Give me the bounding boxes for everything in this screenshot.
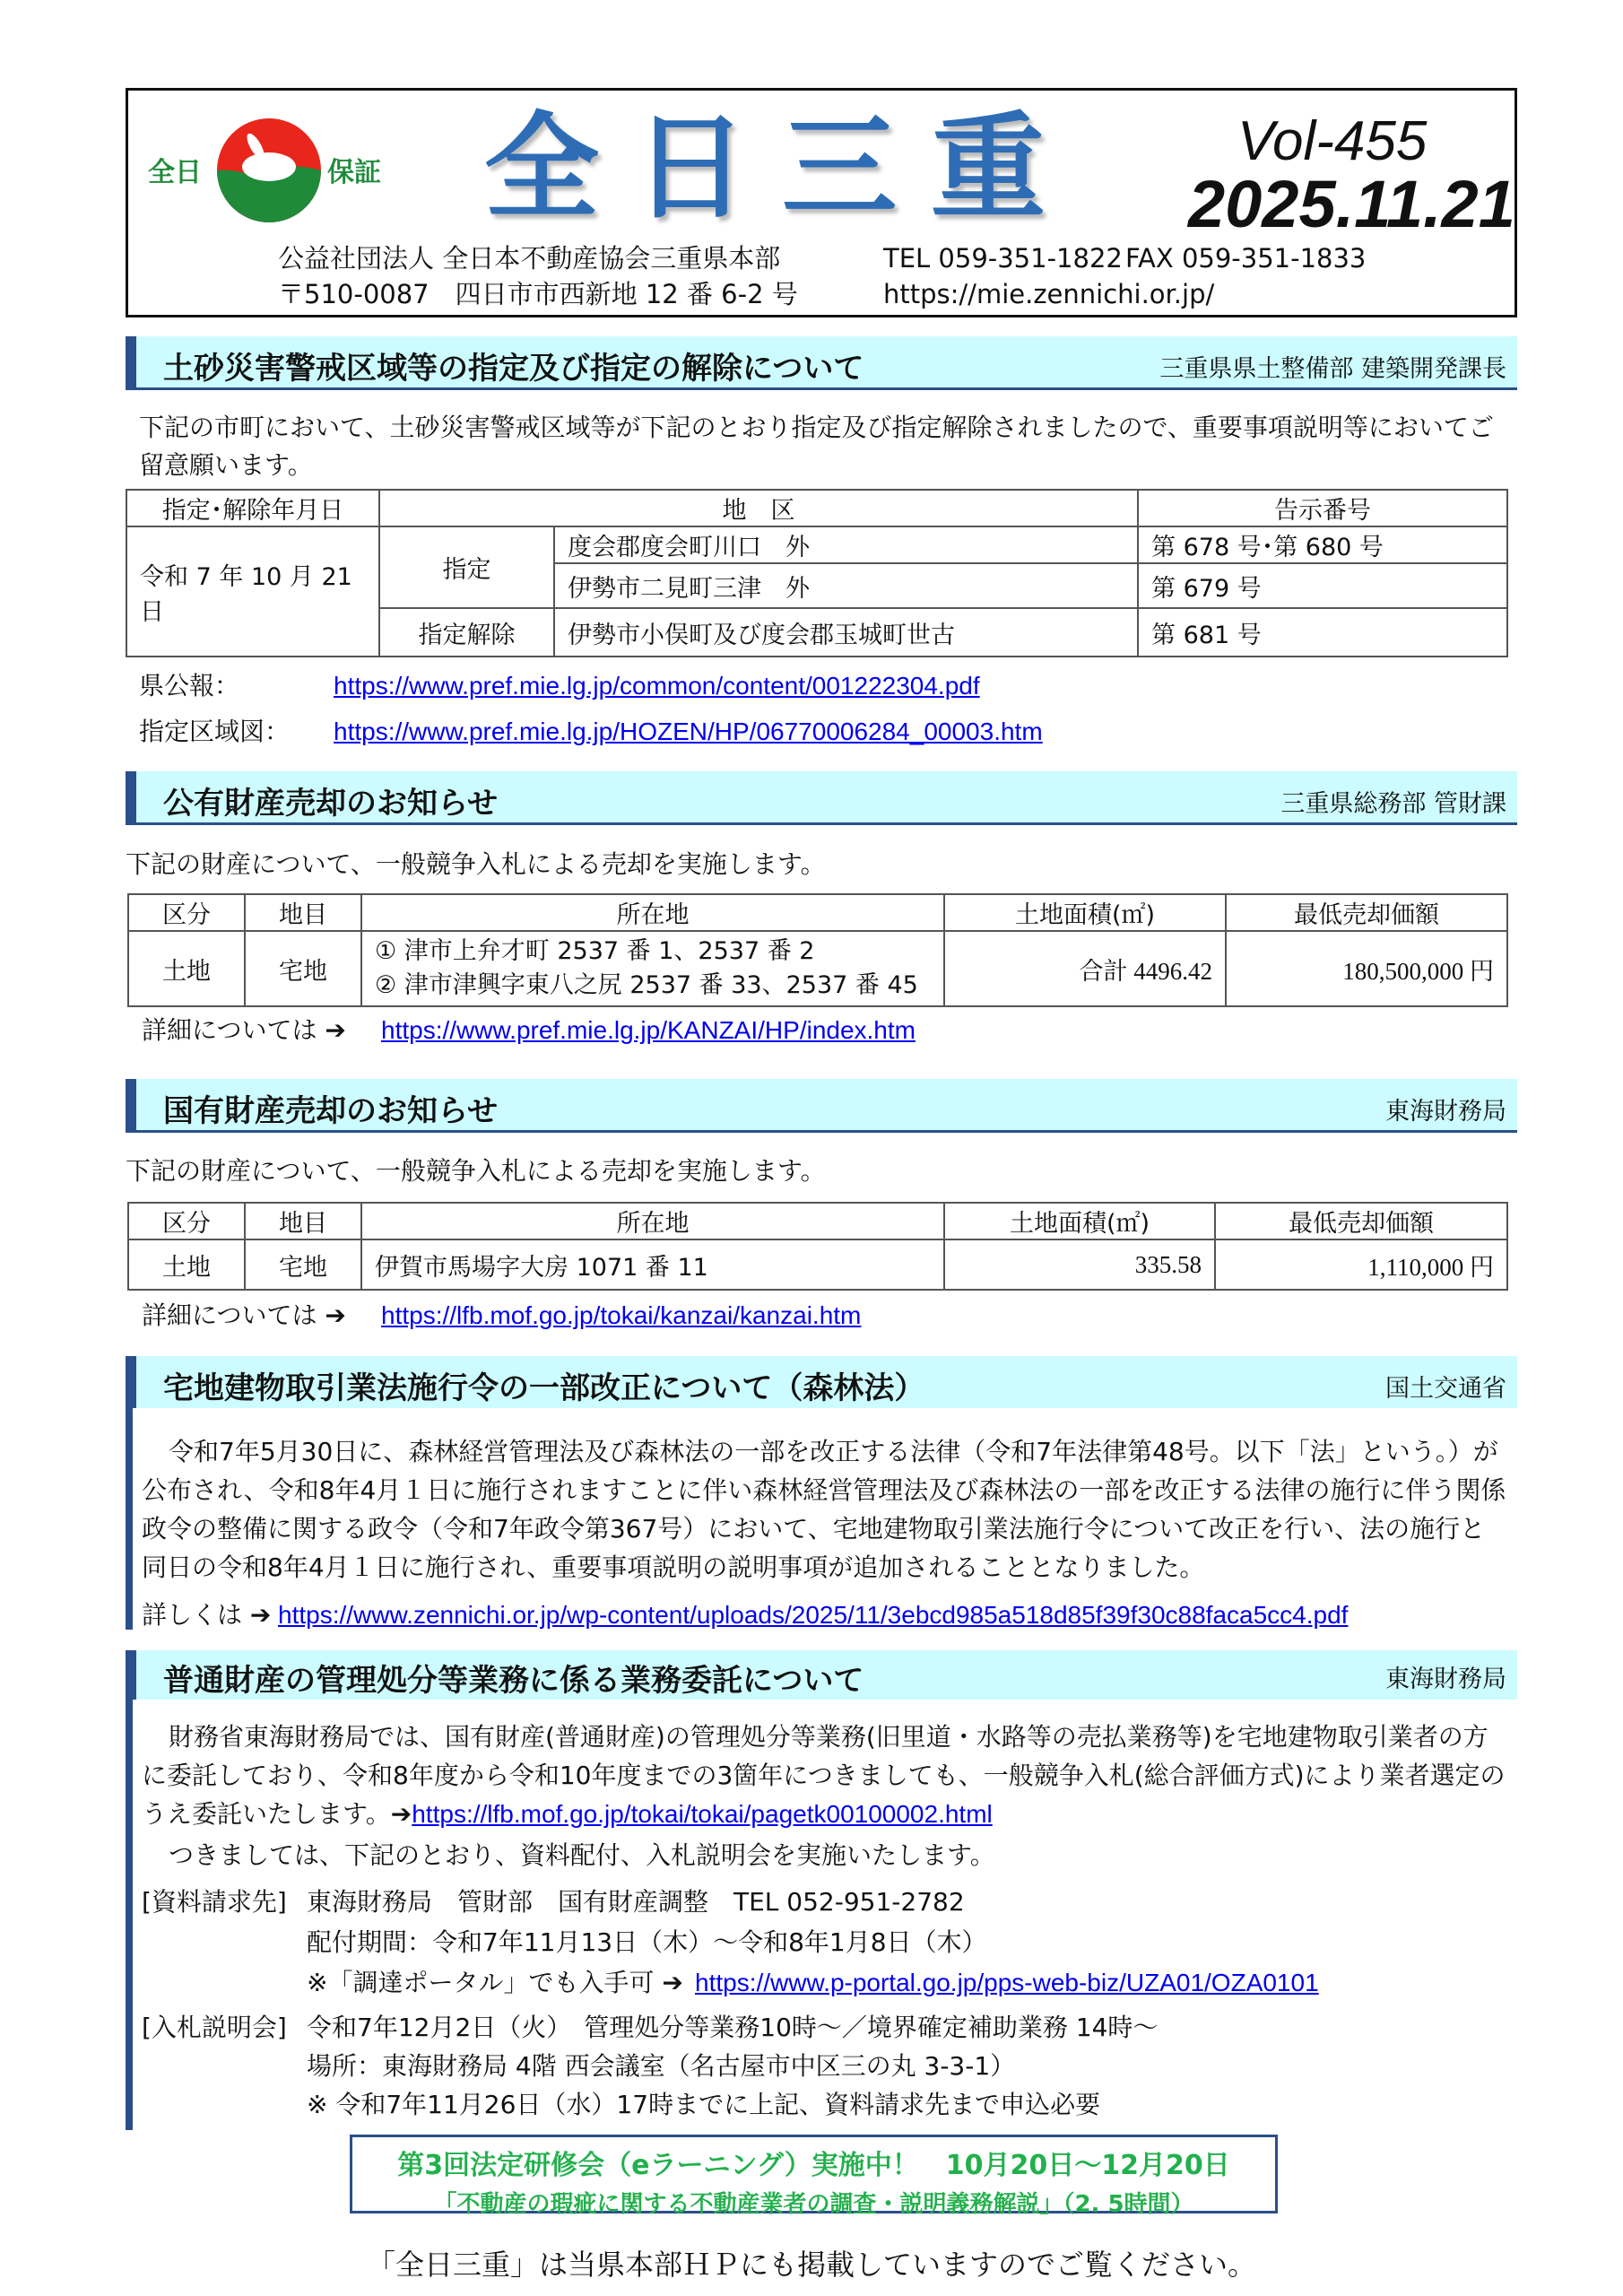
td: 宅地 [245,931,361,1006]
section-title: 国有財産売却のお知らせ [163,1093,498,1129]
th: 最低売却価額 [1226,894,1507,931]
location-1: ① 津市上弁才町 2537 番 1、2537 番 2 [375,937,815,965]
org-phone: TEL 059-351-1822 [883,243,1123,274]
briefing-date: 令和7年12月2日（火） 管理処分等業務10時～／境界確定補助業務 14時～ [307,2013,1159,2042]
zennichi-pdf-link[interactable]: https://www.zennichi.or.jp/wp-content/uploads/2025/11/3ebcd985a518d85f39f30c88faca5cc4.pdf [278,1601,1349,1629]
section-header-public-property [126,771,1517,825]
td: 指定解除 [379,608,554,657]
kanzai-mof-link[interactable]: https://lfb.mof.go.jp/tokai/kanzai/kanzai.htm [381,1301,862,1329]
request-contact: 東海財務局 管財部 国有財産調整 TEL 052-951-2782 [307,1887,965,1917]
td: 第 678 号･第 680 号 [1138,526,1507,563]
th: 区分 [128,894,245,931]
td: 伊賀市馬場字大房 1071 番 11 [361,1239,944,1290]
th: 最低売却価額 [1215,1203,1507,1239]
section-body: 下記の財産について、一般競争入札による売却を実施します。 [126,1156,826,1186]
section-body [142,1718,1509,1833]
td: 度会郡度会町川口 外 [554,526,1138,563]
section-body: 下記の市町において、土砂災害警戒区域等が下記のとおり指定及び指定解除されましたので、重要事項説明等においてご留意願います。 [139,413,1494,480]
body-text-2: つきましては、下記のとおり、資料配付、入札説明会を実施いたします。 [169,1840,995,1870]
request-label: [資料請求先] [142,1887,287,1917]
tokai-page-link[interactable]: https://lfb.mof.go.jp/tokai/tokai/pagetk00100002.html [412,1800,993,1828]
org-address: 〒510-0087 四日市市西新地 12 番 6-2 号 [278,279,798,309]
body-text: 財務省東海財務局では、国有財産(普通財産)の管理処分等業務(旧里道・水路等の売払業務等)を宅地建物取引業者の方に委託しており、令和8年度から令和10年度までの3箇年につきましても、一般競争入札(総合評価方式)により業者選定のうえ委託いたします。➔ [142,1722,1506,1829]
td: 土地 [128,931,245,1006]
briefing-label: [入札説明会] [142,2013,287,2042]
section-body: 下記の財産について、一般競争入札による売却を実施します。 [126,849,826,879]
newsletter-title: 全日三重 [484,101,1081,235]
section-title: 土砂災害警戒区域等の指定及び指定の解除について [163,351,864,387]
table-row [128,1239,1507,1290]
td: 合計 4496.42 [944,931,1226,1006]
detail-label: 詳細については ➔ [142,1300,346,1330]
section-title: 普通財産の管理処分等業務に係る業務委託について [163,1663,864,1699]
th: 指定･解除年月日 [126,490,379,526]
td: 1,110,000 円 [1215,1239,1507,1290]
td: 宅地 [245,1239,361,1290]
td: 伊勢市小俣町及び度会郡玉城町世古 [554,608,1138,657]
svg-text:全日: 全日 [148,157,202,188]
svg-text:保証: 保証 [327,157,381,188]
td: 第 681 号 [1138,608,1507,657]
volume-number: Vol-455 [1237,110,1428,172]
section-side-bar [126,1650,133,2130]
section-source: 三重県県土整備部 建築開発課長 [1159,355,1506,383]
zennichi-hosho-logo [148,115,395,231]
section-header-forestry-law [126,1356,1517,1408]
th: 地目 [245,894,361,931]
section-source: 東海財務局 [1385,1098,1506,1126]
briefing-place: 場所：東海財務局 4階 西会議室（名古屋市中区三の丸 3-3-1） [307,2051,1016,2081]
org-fax: FAX 059-351-1833 [1125,243,1367,274]
portal-note: ※「調達ポータル」でも入手可 ➔ [307,1968,683,1997]
org-name: 公益社団法人 全日本不動産協会三重県本部 [278,243,781,274]
td: 令和 7 年 10 月 21 日 [126,526,379,657]
link-label: 県公報： [139,671,240,700]
national-sale-table [127,1202,1508,1291]
detail-label: 詳しくは ➔ [142,1600,272,1630]
section-title: 公有財産売却のお知らせ [163,786,498,822]
zone-map-link[interactable]: https://www.pref.mie.lg.jp/HOZEN/HP/06770006284_00003.htm [334,718,1043,745]
notice-line-1: 第3回法定研修会（eラーニング）実施中！ 10月20日～12月20日 [397,2150,1230,2181]
th: 土地面積(㎡) [944,894,1226,931]
th: 所在地 [361,894,944,931]
public-sale-table [127,893,1508,1007]
th: 土地面積(㎡) [944,1203,1215,1239]
detail-label: 詳細については ➔ [142,1015,346,1045]
td [361,931,944,1006]
section-body: 令和7年5月30日に、森林経営管理法及び森林法の一部を改正する法律（令和7年法律第48号。以下「法」という。）が公布され、令和8年4月１日に施行されますことに伴い森林経営管理法及び森林法の一部を改正する法律の施行に伴う関係政令の整備に関する政令（令和7年政令第367号）において、宅地建物取引業法施行令について改正を行い、法の施行と同日の令和8年4月１日に施行され、重要事項説明の説明事項が追加されることとなりました。 [142,1437,1506,1582]
table-row [128,931,1507,1006]
briefing-note: ※ 令和7年11月26日（水）17時までに上記、資料請求先まで申込必要 [307,2090,1101,2119]
td: 伊勢市二見町三津 外 [554,563,1138,608]
section-title: 宅地建物取引業法施行令の一部改正について（森林法） [163,1370,925,1406]
section-header-landslide [126,336,1517,390]
td: 指定 [379,526,554,608]
td: 180,500,000 円 [1226,931,1507,1006]
section-source: 国土交通省 [1385,1375,1506,1403]
td: 土地 [128,1239,245,1290]
designation-table [126,489,1508,657]
org-website[interactable]: https://mie.zennichi.or.jp/ [883,279,1215,309]
link-label: 指定区域図： [139,717,291,746]
th: 所在地 [361,1203,944,1239]
kanzai-link[interactable]: https://www.pref.mie.lg.jp/KANZAI/HP/index.htm [381,1016,916,1044]
training-notice-box[interactable] [350,2135,1278,2218]
td: 第 679 号 [1138,563,1507,608]
th: 区分 [128,1203,245,1239]
notice-line-2: 「不動産の瑕疵に関する不動産業者の調査・説明義務解説」（2. 5時間） [433,2191,1194,2218]
section-source: 三重県総務部 管財課 [1280,790,1506,818]
td: 335.58 [944,1239,1215,1290]
kenkoho-link[interactable]: https://www.pref.mie.lg.jp/common/content/001222304.pdf [334,672,980,700]
distribution-period: 配付期間：令和7年11月13日（木）～令和8年1月8日（木） [307,1927,987,1957]
p-portal-link[interactable]: https://www.p-portal.go.jp/pps-web-biz/UZA01/OZA0101 [695,1969,1319,1996]
location-2: ② 津市津興字東八之尻 2537 番 33、2537 番 45 [375,971,918,999]
section-source: 東海財務局 [1385,1665,1506,1693]
section-header-national-property [126,1079,1517,1133]
table-row [126,526,1507,563]
footer-note: 「全日三重」は当県本部ＨＰにも掲載していますのでご覧ください。 [366,2248,1256,2282]
issue-date: 2025.11.21 [1188,167,1515,241]
th: 地目 [245,1203,361,1239]
th: 地 区 [379,490,1138,526]
th: 告示番号 [1138,490,1507,526]
section-header-outsourcing [126,1650,1517,1700]
